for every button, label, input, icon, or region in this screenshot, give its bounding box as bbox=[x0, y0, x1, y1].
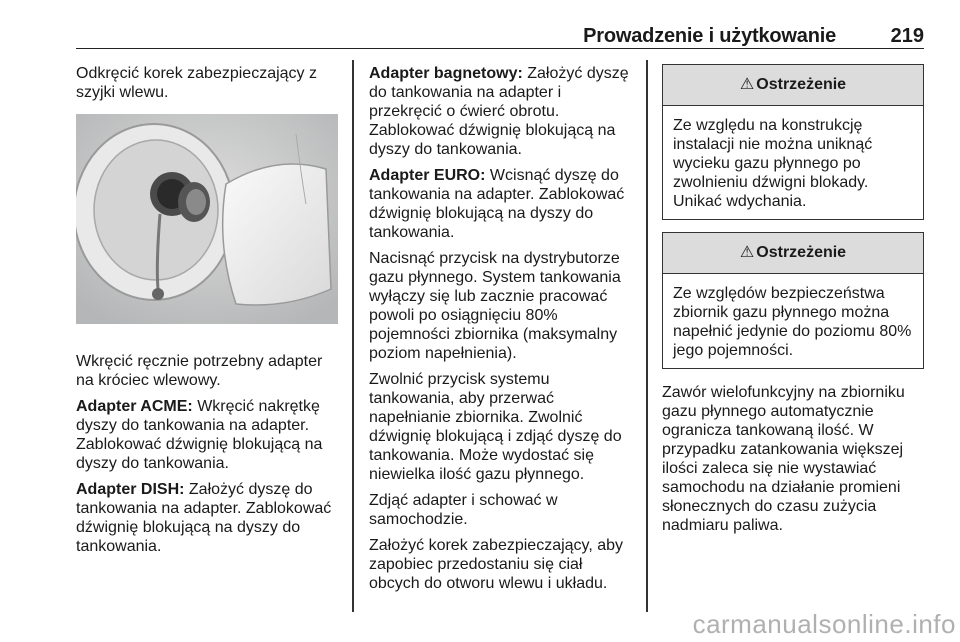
paragraph: Zdjąć adapter i schować w samochodzie. bbox=[369, 492, 558, 528]
warning-header bbox=[663, 65, 923, 106]
adapter-dish-label: Adapter DISH: bbox=[76, 481, 185, 498]
warning-box bbox=[662, 232, 924, 369]
paragraph bbox=[369, 64, 631, 159]
paragraph bbox=[76, 397, 340, 473]
warning-icon: ⚠ bbox=[739, 244, 755, 261]
adapter-bayonet-label: Adapter bagnetowy: bbox=[369, 65, 523, 82]
warning-title: Ostrzeżenie bbox=[756, 76, 847, 93]
column-2 bbox=[369, 64, 631, 600]
paragraph: Zwolnić przycisk systemu tankowania, aby przerwać napełnianie zbiornika. Zwolnić dźwignię blokującą i zdjąć dyszę do tankowania. Może wydostać się niewielka ilość gazu płynnego. bbox=[369, 371, 622, 483]
column-divider bbox=[352, 60, 354, 612]
paragraph bbox=[369, 166, 631, 242]
adapter-bayonet-text: Założyć dyszę do tankowania na adapter i przekręcić o ćwierć obrotu. Zablokować dźwignię blokującą na dyszy do tankowania. bbox=[369, 65, 629, 158]
adapter-euro-label: Adapter EURO: bbox=[369, 167, 486, 184]
watermark: carmanualsonline.info bbox=[692, 609, 956, 639]
paragraph: Nacisnąć przycisk na dystrybutorze gazu płynnego. System tankowania wyłączy się lub zacznie pracować powoli po osiągnięciu 80% pojemności zbiornika (maksymalny poziom napełnienia). bbox=[369, 250, 621, 362]
column-divider bbox=[646, 60, 648, 612]
warning-icon: ⚠ bbox=[739, 76, 755, 93]
adapter-euro-text: Wcisnąć dyszę do tankowania na adapter. Zablokować dźwignię blokującą na dyszy do tankowania. bbox=[369, 167, 625, 241]
page-header bbox=[76, 22, 924, 49]
paragraph bbox=[76, 480, 340, 556]
fuel-filler-illustration bbox=[76, 114, 338, 324]
paragraph: Odkręcić korek zabezpieczający z szyjki wlewu. bbox=[76, 65, 317, 101]
fuel-filler-photo bbox=[76, 114, 338, 324]
warning-header bbox=[663, 233, 923, 274]
adapter-acme-text: Wkręcić nakrętkę dyszy do tankowania na adapter. Zablokować dźwignię blokującą na dyszy do tankowania. bbox=[76, 398, 323, 472]
paragraph: Wkręcić ręcznie potrzebny adapter na króciec wlewowy. bbox=[76, 353, 323, 389]
adapter-acme-label: Adapter ACME: bbox=[76, 398, 193, 415]
adapter-dish-text: Założyć dyszę do tankowania na adapter. Zablokować dźwignię blokującą na dyszy do tankowania. bbox=[76, 481, 332, 555]
column-1 bbox=[76, 64, 340, 563]
section-title: Prowadzenie i użytkowanie bbox=[583, 25, 836, 47]
warning-text: Ze względu na konstrukcję instalacji nie można uniknąć wycieku gazu płynnego po zwolnieniu dźwigni blokady. Unikać wdychania. bbox=[673, 117, 873, 210]
page-number: 219 bbox=[890, 25, 924, 47]
paragraph: Założyć korek zabezpieczający, aby zapobiec przedostaniu się ciał obcych do otworu wlewu i układu. bbox=[369, 537, 624, 592]
warning-text: Ze względów bezpieczeństwa zbiornik gazu płynnego można napełnić jedynie do poziomu 80% jego pojemności. bbox=[673, 285, 912, 359]
warning-box bbox=[662, 64, 924, 220]
paragraph: Zawór wielofunkcyjny na zbiorniku gazu płynnego automatycznie ogranicza tankowaną ilość. W przypadku zatankowania większej ilości zaleca się nie wystawiać samochodu na działanie promieni słonecznych do czasu zużycia nadmiaru paliwa. bbox=[662, 384, 905, 534]
column-3 bbox=[662, 64, 924, 542]
warning-title: Ostrzeżenie bbox=[756, 244, 847, 261]
